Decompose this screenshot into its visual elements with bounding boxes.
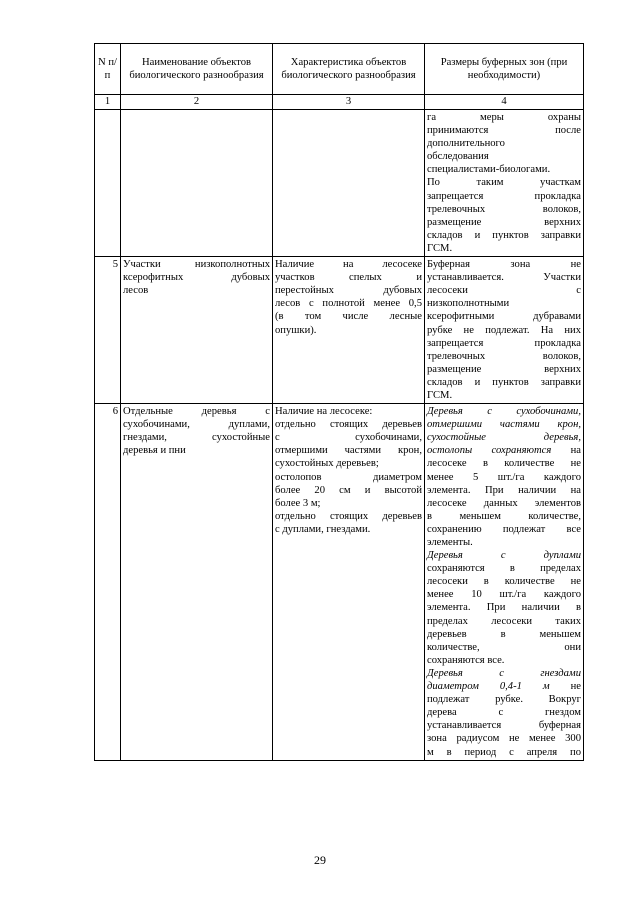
characteristic-cell [273, 110, 425, 257]
text-line: элемента. При наличии в [427, 602, 581, 614]
object-name-cell [121, 110, 273, 257]
text-line: размещение верхних [427, 363, 581, 375]
text-line: лесосеки в количестве не [427, 576, 581, 588]
text-line: (в том числе лесные [275, 311, 422, 323]
column-number: 3 [273, 95, 425, 110]
text-line: сухобочинами, дуплами, [123, 419, 270, 431]
row-number: 5 [95, 257, 121, 404]
text-line: запрещается прокладка [427, 190, 581, 202]
text-line: ГСМ. [427, 389, 453, 401]
text-line: размещение верхних [427, 216, 581, 228]
text-line: обследования [427, 151, 489, 163]
text-line: принимаются после [427, 125, 581, 137]
text-line: га меры охраны [427, 112, 581, 123]
text-line [427, 444, 581, 457]
text-line: трелевочных волоков, [427, 350, 581, 362]
row-number: 6 [95, 404, 121, 761]
object-name-cell [121, 257, 273, 404]
text-line: Участки низкополнотных [123, 259, 270, 271]
text-line: с дуплами, гнездами. [275, 523, 371, 535]
text-line: сохранению подлежат все [427, 523, 581, 535]
text-line: дополнительного [427, 138, 505, 150]
italic-text: диаметром 0,4-1 м [427, 681, 550, 693]
text-line: с сухобочинами, [275, 432, 422, 444]
text-line: менее 10 шт./га каждого [427, 589, 581, 601]
text-line: опушки). [275, 324, 317, 336]
text-line: зона радиусом не менее 300 [427, 733, 581, 745]
column-number-row [95, 95, 584, 110]
text-fragment: на [551, 445, 581, 457]
characteristic-cell [273, 404, 425, 761]
header-number: N п/п [95, 44, 121, 95]
text-line: сухостойные деревья, [427, 432, 581, 444]
buffer-cell [425, 404, 584, 761]
text-line: ксерофитных дубовых [123, 272, 270, 284]
text-line: Отдельные деревья с [123, 406, 270, 418]
table-row [95, 257, 584, 404]
text-line: ГСМ. [427, 242, 453, 254]
text-line: элементы. [427, 537, 473, 548]
text-line: Буферная зона не [427, 259, 581, 271]
column-number: 2 [121, 95, 273, 110]
header-buffer-size: Размеры буферных зон (при необходимости) [425, 44, 584, 95]
text-line: дерева с гнездом [427, 707, 581, 719]
text-line: ксерофитными дубравами [427, 311, 581, 323]
text-line: лесосеки с [427, 285, 581, 297]
text-line: пределах лесосеки таких [427, 615, 581, 627]
biodiversity-table [94, 43, 584, 761]
text-line [427, 680, 581, 693]
text-line: низкополнотными [427, 298, 510, 310]
text-line: лесосеке данных элементов [427, 497, 581, 509]
text-line: м в период с апреля по [427, 746, 581, 758]
header-object-name: Наименование объектов биологического разнообразия [121, 44, 273, 95]
table-header-row [95, 44, 584, 95]
text-line: Наличие на лесосеке: [275, 406, 373, 418]
text-line: устанавливается буферная [427, 720, 581, 732]
text-line: количестве, они [427, 641, 581, 653]
text-line: Деревья с сухобочинами, [427, 406, 581, 418]
buffer-cell [425, 257, 584, 404]
text-line: рубке не подлежат. На них [427, 324, 581, 336]
text-line: более 3 м; [275, 497, 321, 509]
text-line: лесов [123, 285, 149, 297]
text-line: устанавливается. Участки [427, 272, 581, 284]
text-line: Деревья с гнездами [427, 667, 581, 679]
text-line: в меньшем количестве, [427, 510, 581, 522]
text-line: деревьев в меньшем [427, 628, 581, 640]
header-characteristic: Характеристика объектов биологического разнообразия [273, 44, 425, 95]
column-number: 1 [95, 95, 121, 110]
text-line: подлежат рубке. Вокруг [427, 694, 581, 706]
object-name-cell [121, 404, 273, 761]
text-line: складов и пунктов заправки [427, 376, 581, 388]
text-line: Наличие на лесосеке [275, 259, 422, 271]
text-line: отмершими частями крон, [275, 445, 422, 457]
text-fragment: не [549, 681, 581, 693]
text-line: отмершими частями крон, [427, 419, 581, 431]
text-line: сохраняются все. [427, 654, 505, 666]
text-line: менее 5 шт./га каждого [427, 471, 581, 483]
text-line: участков спелых и [275, 272, 422, 284]
characteristic-cell [273, 257, 425, 404]
text-line: элемента. При наличии на [427, 484, 581, 496]
text-line: деревья и пни [123, 445, 186, 457]
italic-text: остолопы сохраняются [427, 445, 552, 457]
text-line: Деревья с дуплами [427, 550, 581, 562]
buffer-cell [425, 110, 584, 257]
table-row [95, 404, 584, 761]
table-row [95, 110, 584, 257]
text-line: специалистами-биологами. [427, 164, 551, 176]
text-line: отдельно стоящих деревьев [275, 419, 422, 431]
text-line: запрещается прокладка [427, 337, 581, 349]
text-line: остолопов диаметром [275, 471, 422, 483]
text-line: гнездами, сухостойные [123, 432, 270, 444]
text-line: трелевочных волоков, [427, 203, 581, 215]
text-line: более 20 см и высотой [275, 484, 422, 496]
page-number: 29 [314, 853, 326, 867]
text-line: складов и пунктов заправки [427, 229, 581, 241]
text-line: отдельно стоящих деревьев [275, 510, 422, 522]
text-line: сухостойных деревьев; [275, 458, 379, 470]
text-line: перестойных дубовых [275, 285, 422, 297]
text-line: лесосеке в количестве не [427, 458, 581, 470]
text-line: сохраняются в пределах [427, 563, 581, 575]
text-line: лесов с полнотой менее 0,5 [275, 298, 422, 310]
text-line: По таким участкам [427, 177, 581, 189]
row-number [95, 110, 121, 257]
column-number: 4 [425, 95, 584, 110]
